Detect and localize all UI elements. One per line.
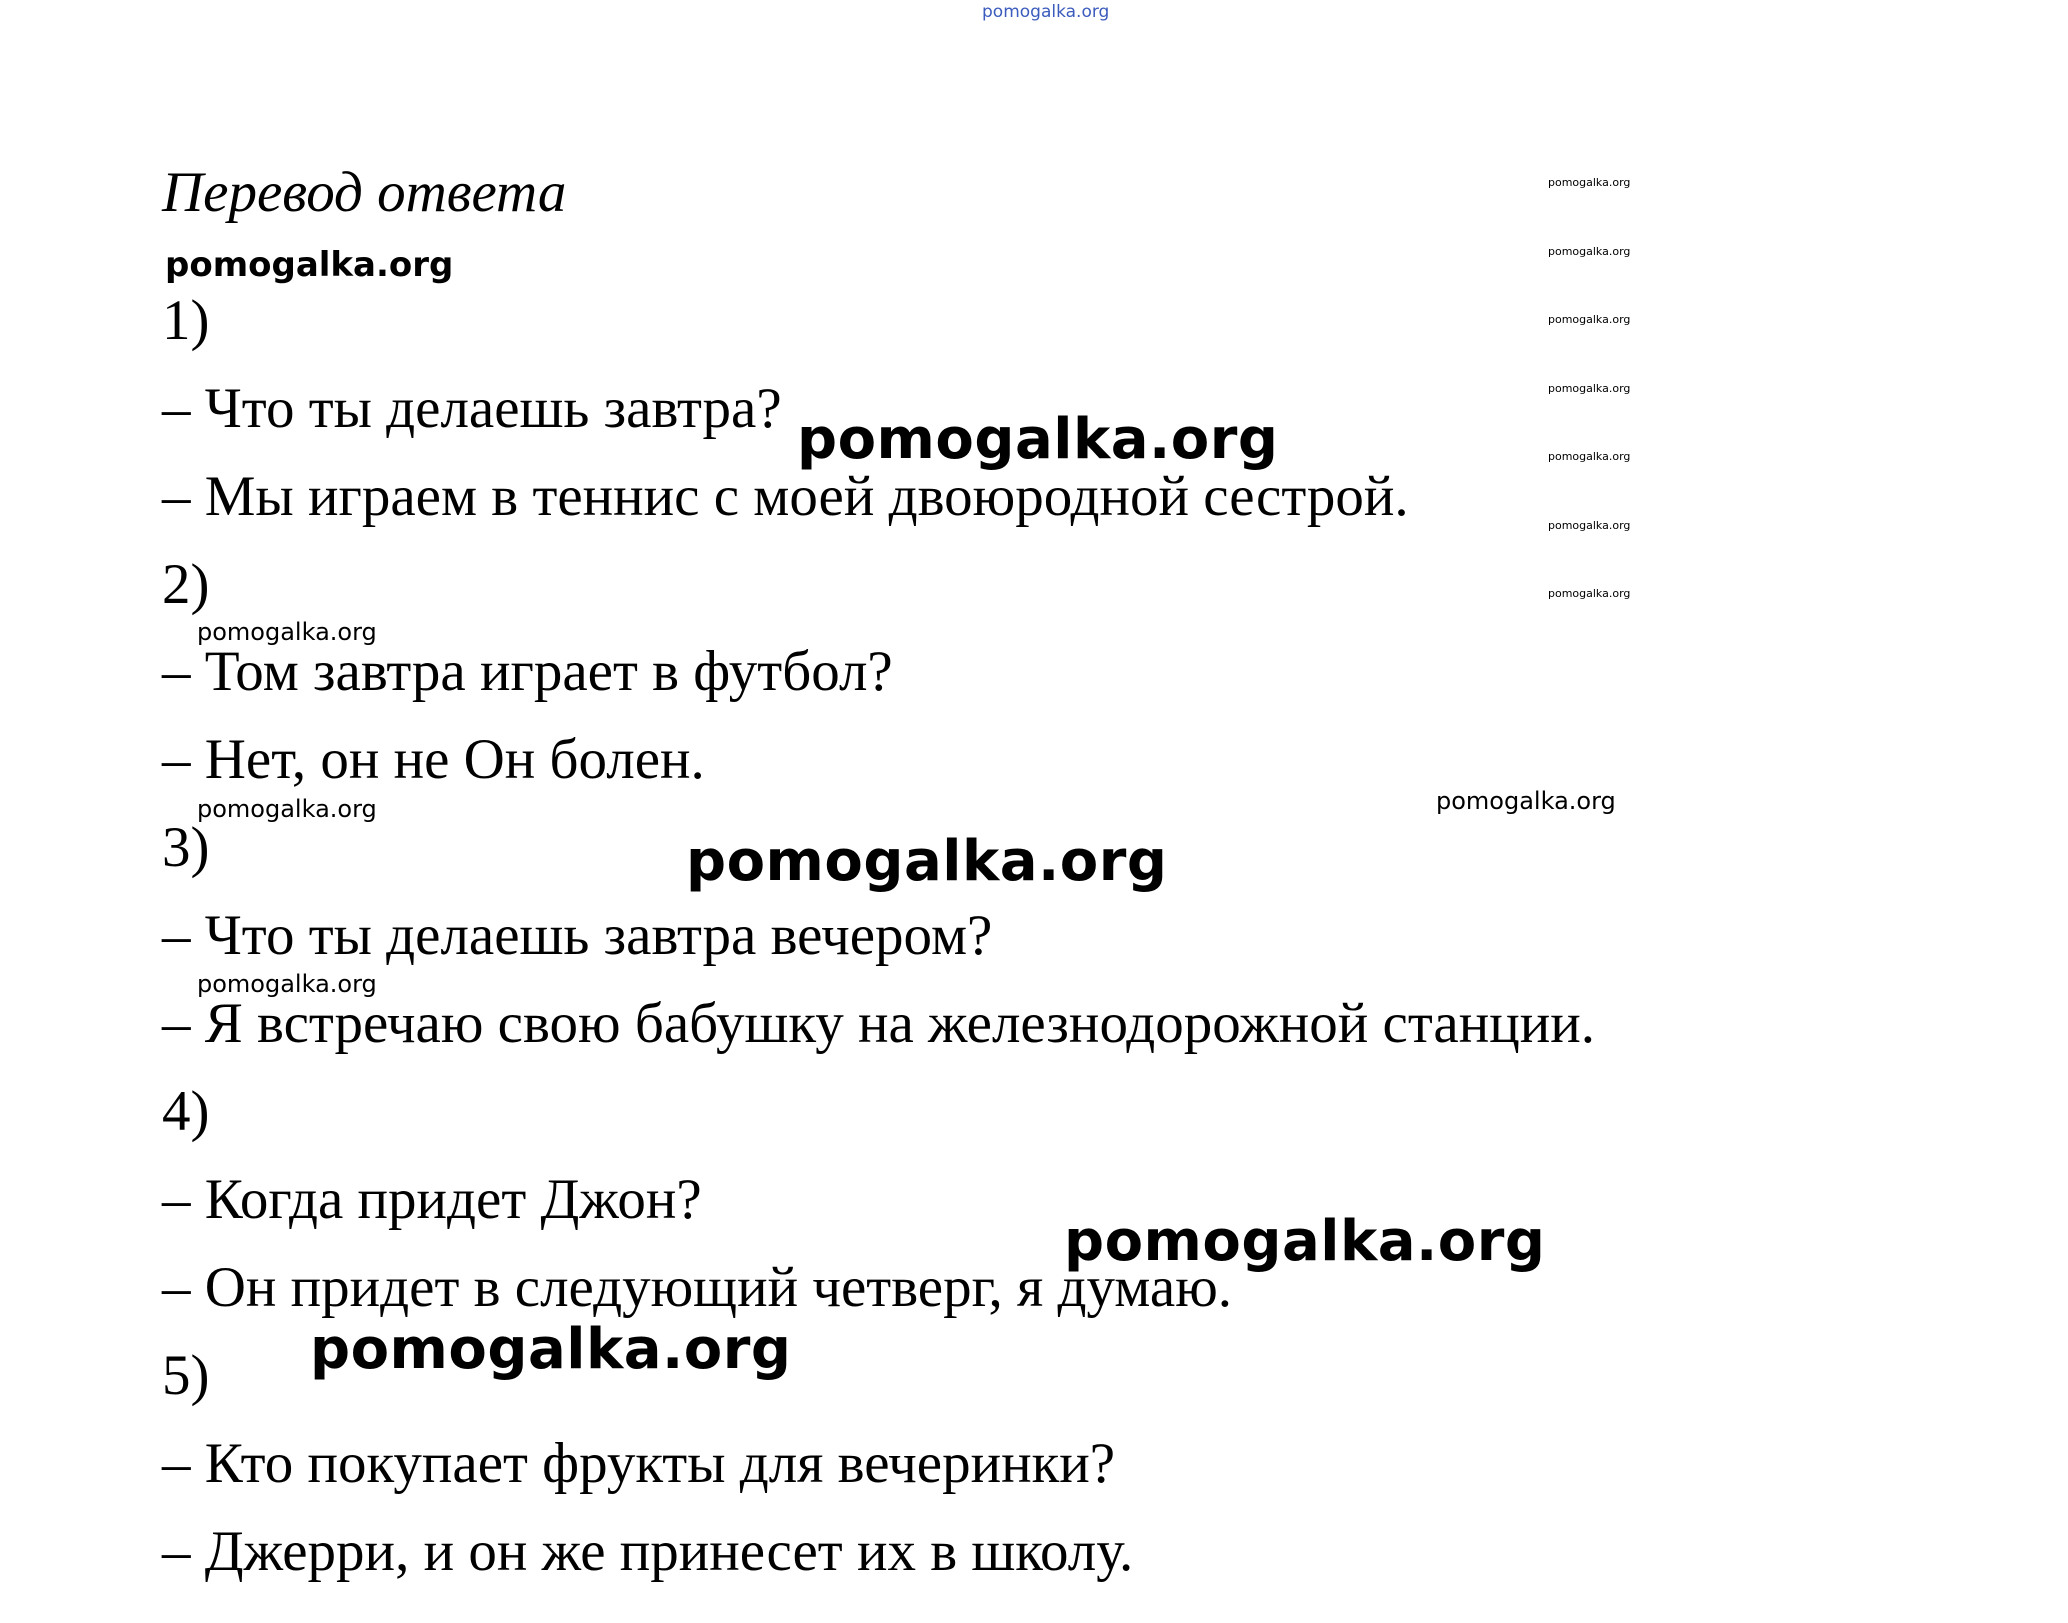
watermark-small-2: pomogalka.org: [197, 795, 377, 823]
watermark-tiny-6: pomogalka.org: [1548, 519, 1631, 532]
page-title: Перевод ответа: [162, 161, 567, 224]
watermark-tiny-2: pomogalka.org: [1548, 245, 1631, 258]
item-1-line-2: – Мы играем в теннис с моей двоюродной сестрой.: [162, 465, 1409, 528]
top-watermark: pomogalka.org: [982, 2, 1110, 22]
item-4-line-2: – Он придет в следующий четверг, я думаю.: [162, 1256, 1233, 1319]
watermark-large-3: pomogalka.org: [1064, 1209, 1546, 1274]
watermark-tiny-7: pomogalka.org: [1548, 587, 1631, 600]
item-number-4: 4): [162, 1080, 210, 1143]
item-5-line-2: – Джерри, и он же принесет их в школу.: [162, 1520, 1134, 1583]
watermark-small-3: pomogalka.org: [1436, 787, 1616, 815]
watermark-tiny-5: pomogalka.org: [1548, 450, 1631, 463]
item-number-3: 3): [162, 816, 210, 879]
item-2-line-2: – Нет, он не Он болен.: [162, 728, 705, 791]
watermark-tiny-1: pomogalka.org: [1548, 176, 1631, 189]
item-2-line-1: – Том завтра играет в футбол?: [162, 640, 893, 703]
item-3-line-2: – Я встречаю свою бабушку на железнодорожной станции.: [162, 992, 1595, 1055]
item-1-line-1: – Что ты делаешь завтра?: [162, 377, 782, 440]
watermark-large-4: pomogalka.org: [310, 1317, 792, 1382]
title-watermark: pomogalka.org: [165, 245, 454, 285]
item-4-line-1: – Когда придет Джон?: [162, 1168, 702, 1231]
watermark-large-2: pomogalka.org: [686, 829, 1168, 894]
watermark-small-1: pomogalka.org: [197, 618, 377, 646]
item-number-5: 5): [162, 1344, 210, 1407]
item-5-line-1: – Кто покупает фрукты для вечеринки?: [162, 1432, 1116, 1495]
item-number-2: 2): [162, 553, 210, 616]
watermark-large-1: pomogalka.org: [797, 407, 1279, 472]
watermark-tiny-4: pomogalka.org: [1548, 382, 1631, 395]
item-3-line-1: – Что ты делаешь завтра вечером?: [162, 904, 993, 967]
watermark-tiny-3: pomogalka.org: [1548, 313, 1631, 326]
watermark-small-4: pomogalka.org: [197, 970, 377, 998]
item-number-1: 1): [162, 289, 210, 352]
